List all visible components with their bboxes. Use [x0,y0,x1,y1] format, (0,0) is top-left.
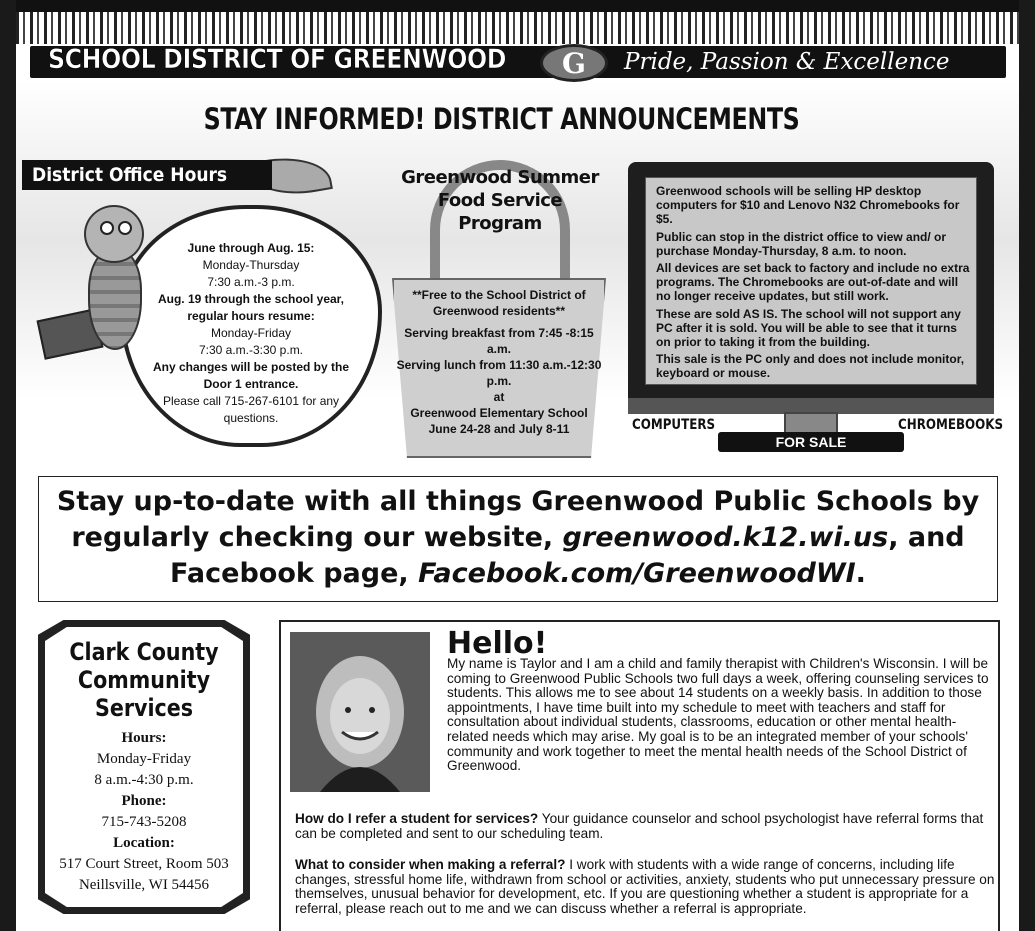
office-hours-title-bar [22,160,272,190]
website-text-after: . [855,558,866,589]
website-text [48,484,988,592]
free-note: **Free to the School District of Greenwood residents** [412,288,586,318]
period2-label: Aug. 19 through the school year, regular hours resume: [157,292,345,323]
at-word: at [493,390,505,404]
office-hours-text [140,240,362,427]
clark-days: Monday-Friday [96,751,192,767]
portrait-image [290,632,430,792]
clark-hours: 8 a.m.-4:30 p.m. [94,772,194,788]
sale-paragraph: All devices are set back to factory and include no extra programs. The Chromebooks are out-of-date and will no longer receive updates, but still work. [656,261,970,304]
website-text-middle: , and Facebook page, [170,522,965,589]
clark-address2: Neillsville, WI 54456 [78,877,210,893]
period1-label: June through Aug. 15: [187,241,315,255]
computer-sale-text [656,184,974,384]
worm-body [88,250,142,350]
logo-letter: G [562,46,586,80]
worm-mascot-icon [84,205,144,263]
clark-phone: 715-743-5208 [101,814,187,830]
sale-paragraph: Public can stop in the district office to view and/ or purchase Monday-Thursday, 8 a.m. to noon. [656,229,947,258]
breakfast-time: Serving breakfast from 7:45 -8:15 a.m. [404,326,594,356]
lunch-time: Serving lunch from 11:30 a.m.-12:30 p.m. [396,358,602,388]
district-logo [540,44,608,82]
posting-note: Any changes will be posted by the Door 1 entrance. [152,360,350,391]
period2-hours: 7:30 a.m.-3:30 p.m. [198,343,304,357]
facebook-link[interactable]: Facebook.com/GreenwoodWI [418,558,856,589]
website-link[interactable]: greenwood.k12.wi.us [562,522,889,553]
hours-label: Hours: [121,730,167,746]
office-hours-title: District Office Hours [32,164,228,186]
sale-paragraph: This sale is the PC only and does not include monitor, keyboard or mouse. [656,352,965,381]
food-program-title: Greenwood Summer Food Service Program [401,167,599,234]
district-motto: Pride, Passion & Excellence [624,49,950,75]
location-label: Location: [113,835,175,851]
phone-label: Phone: [121,793,167,809]
main-title: STAY INFORMED! DISTRICT ANNOUNCEMENTS [203,102,800,136]
referral-paragraph [295,812,995,841]
food-dates: June 24-28 and July 8-11 [428,422,570,436]
fence-top-bar [16,0,1019,12]
hello-title: Hello! [447,626,548,661]
consider-answer: I work with students with a wide range of concerns, including life changes, stressful home life, withdrawn from school or activities, anxiety, students who put unnecessary pressure on themselves, unusual behavior for development, etc. If you are questioning whether a student is appropriate for a referral, please reach out to me and we can discuss whether a referral is appropriate. [295,857,995,916]
consider-question: What to consider when making a referral? [295,857,566,872]
clark-county-info [45,728,243,896]
chromebooks-label: CHROMEBOOKS [898,417,1004,433]
referral-question: How do I refer a student for services? [295,811,539,826]
sale-paragraph: Greenwood schools will be selling HP desktop computers for $10 and Lenovo N32 Chromebooks for $5. [656,184,960,227]
therapist-photo [290,632,430,792]
period1-days: Monday-Thursday [202,258,300,272]
hello-intro: My name is Taylor and I am a child and family therapist with Children's Wisconsin. I will be coming to Greenwood Public Schools two full days a week, offering counseling services to students. This allows me to see about 14 students on a weekly basis. In addition to those appointments, I have time built into my schedule to meet with teachers and staff for consultation about individual students, classrooms, education or other mental health-related needs which may arise. My goal is to be an integrated member of your schools' community and work together to meet the mental health needs of the School District of Greenwood. [447,656,989,774]
worm-eye-icon [118,221,132,235]
call-note: Please call 715-267-6101 for any questions. [162,394,340,425]
referral-answer: Your guidance counselor and school psychologist have referral forms that can be completed and sent to our scheduling team. [295,811,984,841]
district-name: SCHOOL DISTRICT OF GREENWOOD [48,44,507,75]
monitor-stand-neck [784,412,838,434]
clark-address1: 517 Court Street, Room 503 [59,856,229,872]
computers-label: COMPUTERS [632,417,716,433]
food-program-text [392,287,606,437]
period2-days: Monday-Friday [210,326,292,340]
sale-paragraph: These are sold AS IS. The school will not support any PC after it is sold. You will be able to see that it turns on prior to taking it from the building. [656,306,961,350]
website-text-before: Stay up-to-date with all things Greenwood Public Schools by regularly checking our website, [56,486,980,553]
for-sale-label: FOR SALE [718,432,904,452]
food-location: Greenwood Elementary School [410,406,588,420]
consider-paragraph [295,858,995,916]
clark-county-title: Clark County Community Services [69,638,219,722]
period1-hours: 7:30 a.m.-3 p.m. [207,275,295,289]
worm-eye-icon [100,221,114,235]
